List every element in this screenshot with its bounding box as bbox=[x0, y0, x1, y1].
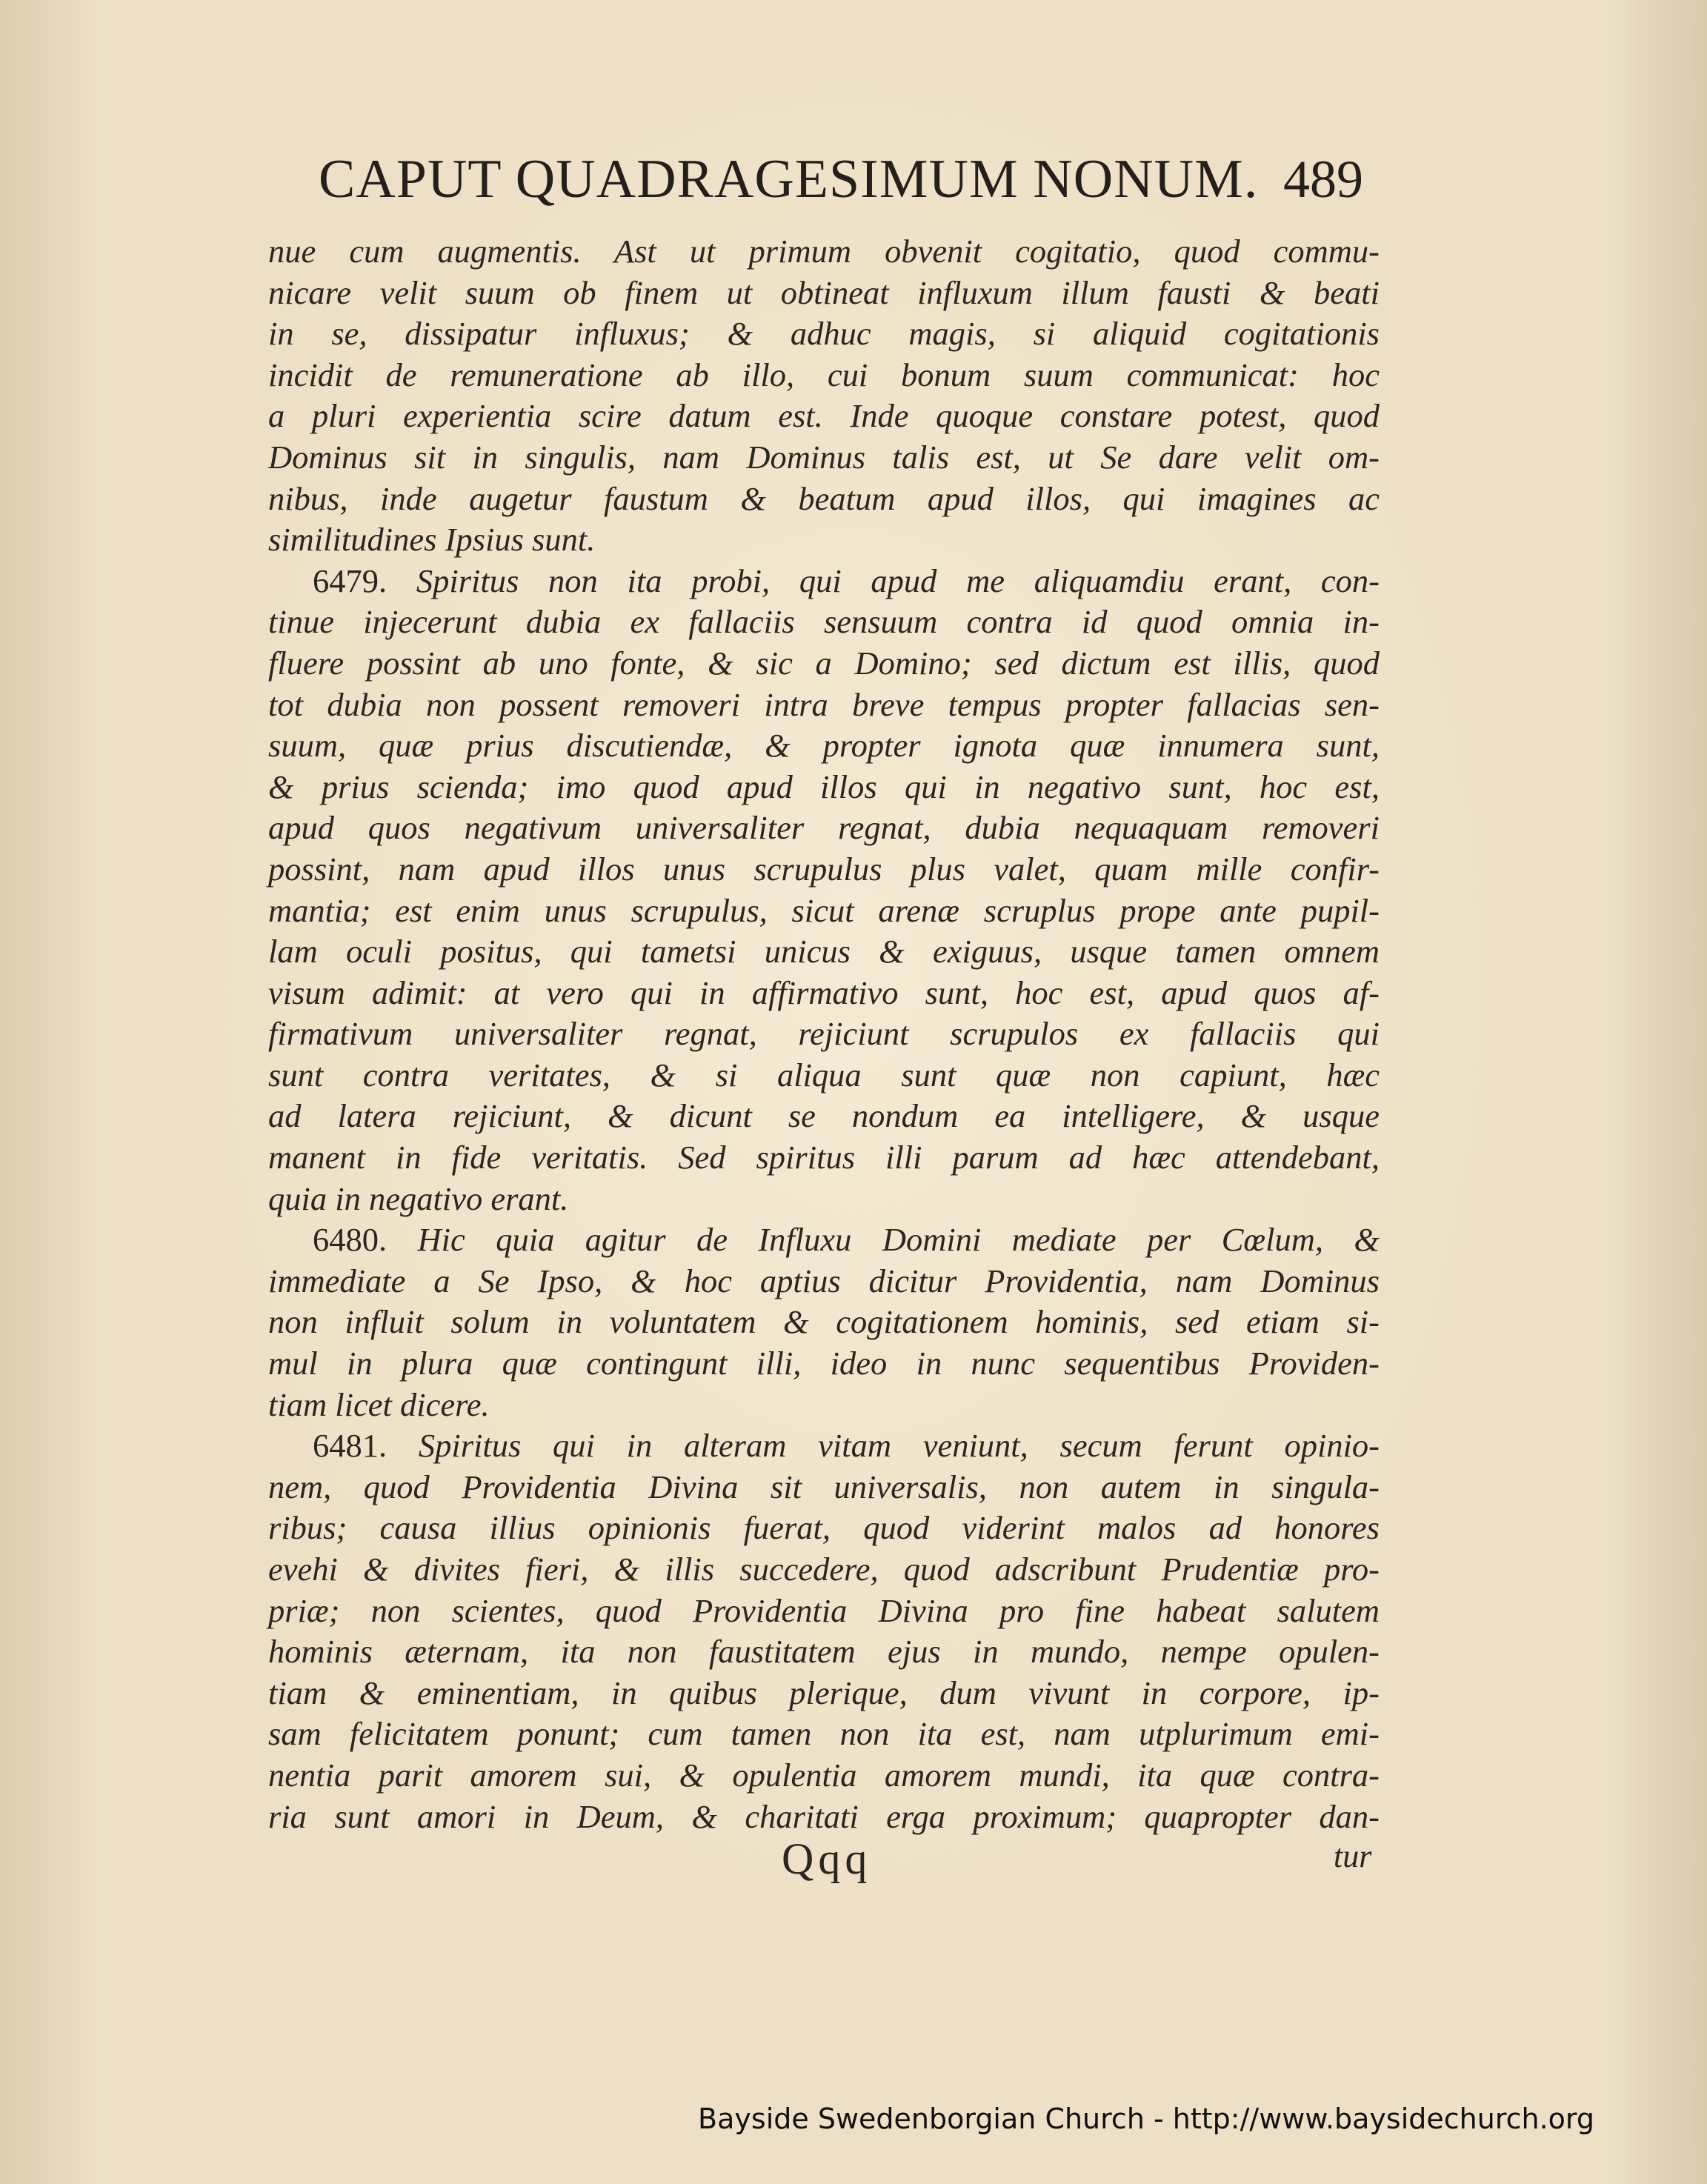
paragraph-number: 6481. bbox=[313, 1427, 387, 1465]
line-text: manent in fide veritatis. Sed spiritus illi parum ad hæc attendebant, bbox=[268, 1139, 1380, 1176]
text-line bbox=[268, 1673, 1380, 1714]
signature-mark: Qqq bbox=[782, 1834, 872, 1883]
text-line bbox=[268, 1179, 1380, 1220]
text-line bbox=[268, 1755, 1380, 1797]
page-number: 489 bbox=[1283, 150, 1363, 209]
text-line bbox=[268, 1591, 1380, 1632]
line-text: visum adimit: at vero qui in affirmativo sunt, hoc est, apud quos af- bbox=[268, 973, 1380, 1011]
text-line bbox=[268, 1631, 1380, 1673]
text-line bbox=[268, 725, 1380, 767]
line-text: incidit de remuneratione ab illo, cui bonum suum communicat: hoc bbox=[268, 356, 1380, 393]
running-title: CAPUT QUADRAGESIMUM NONUM. bbox=[319, 149, 1259, 210]
line-text: ad latera rejiciunt, & dicunt se nondum ea intelligere, & usque bbox=[268, 1097, 1380, 1135]
text-line bbox=[268, 1467, 1380, 1508]
text-line bbox=[268, 1425, 1380, 1467]
line-text: lam oculi positus, qui tametsi unicus & exiguus, usque tamen omnem bbox=[268, 933, 1380, 971]
text-line bbox=[268, 561, 1380, 602]
line-text: sunt contra veritates, & si aliqua sunt quæ non capiunt, hæc bbox=[268, 1056, 1380, 1093]
line-text: tiam & eminentiam, in quibus plerique, dum vivunt in corpore, ip- bbox=[268, 1674, 1380, 1711]
line-text: immediate a Se Ipso, & hoc aptius dicitur Providentia, nam Dominus bbox=[268, 1262, 1380, 1299]
text-line bbox=[268, 231, 1380, 273]
text-line bbox=[268, 1343, 1380, 1385]
line-text: ria sunt amori in Deum, & charitati erga proximum; quapropter dan- bbox=[268, 1797, 1380, 1835]
line-text: Spiritus qui in alteram vitam veniunt, secum ferunt opinio- bbox=[418, 1427, 1380, 1465]
text-line bbox=[268, 808, 1380, 849]
line-text: nue cum augmentis. Ast ut primum obvenit cogitatio, quod commu- bbox=[268, 233, 1380, 270]
text-line bbox=[268, 1219, 1380, 1261]
text-line bbox=[268, 313, 1380, 355]
text-line bbox=[268, 685, 1380, 726]
text-line bbox=[268, 973, 1380, 1014]
body-text bbox=[268, 231, 1380, 1837]
watermark: Bayside Swedenborgian Church - http://www.baysidechurch.org bbox=[698, 2103, 1594, 2135]
text-line bbox=[268, 519, 1380, 561]
line-text: tinue injecerunt dubia ex fallaciis sensuum contra id quod omnia in- bbox=[268, 603, 1380, 641]
text-line bbox=[268, 1013, 1380, 1055]
text-line bbox=[268, 1714, 1380, 1755]
text-line bbox=[268, 890, 1380, 932]
line-text: a pluri experientia scire datum est. Inde quoque constare potest, quod bbox=[268, 397, 1380, 435]
line-text: nibus, inde augetur faustum & beatum apud illos, qui imagines ac bbox=[268, 479, 1380, 517]
line-text: evehi & divites fieri, & illis succedere, quod adscribunt Prudentiæ pro- bbox=[268, 1551, 1380, 1588]
text-line bbox=[268, 643, 1380, 685]
line-text: tot dubia non possent removeri intra breve tempus propter fallacias sen- bbox=[268, 685, 1380, 723]
text-line bbox=[268, 931, 1380, 973]
catchword: tur bbox=[1334, 1838, 1372, 1874]
line-text: suum, quæ prius discutiendæ, & propter ignota quæ innumera sunt, bbox=[268, 727, 1380, 765]
text-line bbox=[268, 1055, 1380, 1096]
text-line bbox=[268, 1508, 1380, 1549]
line-text: & prius scienda; imo quod apud illos qui in negativo sunt, hoc est, bbox=[268, 768, 1380, 805]
text-line bbox=[268, 1797, 1380, 1838]
line-text: mantia; est enim unus scrupulus, sicut arenæ scruplus prope ante pupil- bbox=[268, 891, 1380, 929]
text-line bbox=[268, 273, 1380, 314]
text-line bbox=[268, 767, 1380, 808]
text-line bbox=[268, 479, 1380, 520]
line-text: sam felicitatem ponunt; cum tamen non ita est, nam utplurimum emi- bbox=[268, 1715, 1380, 1753]
line-text: quia in negativo erant. bbox=[268, 1179, 569, 1217]
line-text: tiam licet dicere. bbox=[268, 1385, 490, 1423]
line-text: in se, dissipatur influxus; & adhuc magis, si aliquid cogitationis bbox=[268, 315, 1380, 353]
line-text: hominis æternam, ita non faustitatem ejus in mundo, nempe opulen- bbox=[268, 1633, 1380, 1671]
line-text: nentia parit amorem sui, & opulentia amorem mundi, ita quæ contra- bbox=[268, 1756, 1380, 1794]
text-line bbox=[268, 355, 1380, 396]
line-text: nem, quod Providentia Divina sit universalis, non autem in singula- bbox=[268, 1468, 1380, 1505]
text-line bbox=[268, 1137, 1380, 1179]
text-line bbox=[268, 437, 1380, 479]
text-line bbox=[268, 1549, 1380, 1591]
text-line bbox=[268, 1302, 1380, 1343]
line-text: similitudines Ipsius sunt. bbox=[268, 521, 596, 559]
line-text: ribus; causa illius opinionis fuerat, quod viderint malos ad honores bbox=[268, 1509, 1380, 1547]
paragraph-number: 6480. bbox=[313, 1221, 387, 1259]
line-text: Spiritus non ita probi, qui apud me aliquamdiu erant, con- bbox=[416, 562, 1380, 599]
line-text: mul in plura quæ contingunt illi, ideo in nunc sequentibus Providen- bbox=[268, 1345, 1380, 1382]
line-text: firmativum universaliter regnat, rejiciunt scrupulos ex fallaciis qui bbox=[268, 1015, 1380, 1053]
line-text: priæ; non scientes, quod Providentia Divina pro fine habeat salutem bbox=[268, 1591, 1380, 1629]
line-text: possint, nam apud illos unus scrupulus plus valet, quam mille confir- bbox=[268, 850, 1380, 888]
text-line bbox=[268, 1261, 1380, 1302]
line-text: nicare velit suum ob finem ut obtineat influxum illum fausti & beati bbox=[268, 273, 1380, 311]
paragraph-number: 6479. bbox=[313, 562, 387, 599]
text-line bbox=[268, 396, 1380, 437]
text-line bbox=[268, 849, 1380, 890]
line-text: Dominus sit in singulis, nam Dominus talis est, ut Se dare velit om- bbox=[268, 438, 1380, 476]
line-text: apud quos negativum universaliter regnat, dubia nequaquam removeri bbox=[268, 809, 1380, 847]
line-text: fluere possint ab uno fonte, & sic a Domino; sed dictum est illis, quod bbox=[268, 644, 1380, 682]
line-text: non influit solum in voluntatem & cogitationem hominis, sed etiam si- bbox=[268, 1303, 1380, 1341]
line-text: Hic quia agitur de Influxu Domini mediate per Cœlum, & bbox=[417, 1221, 1380, 1259]
text-line bbox=[268, 1385, 1380, 1426]
text-line bbox=[268, 602, 1380, 643]
text-line bbox=[268, 1096, 1380, 1137]
running-header bbox=[319, 148, 1363, 230]
